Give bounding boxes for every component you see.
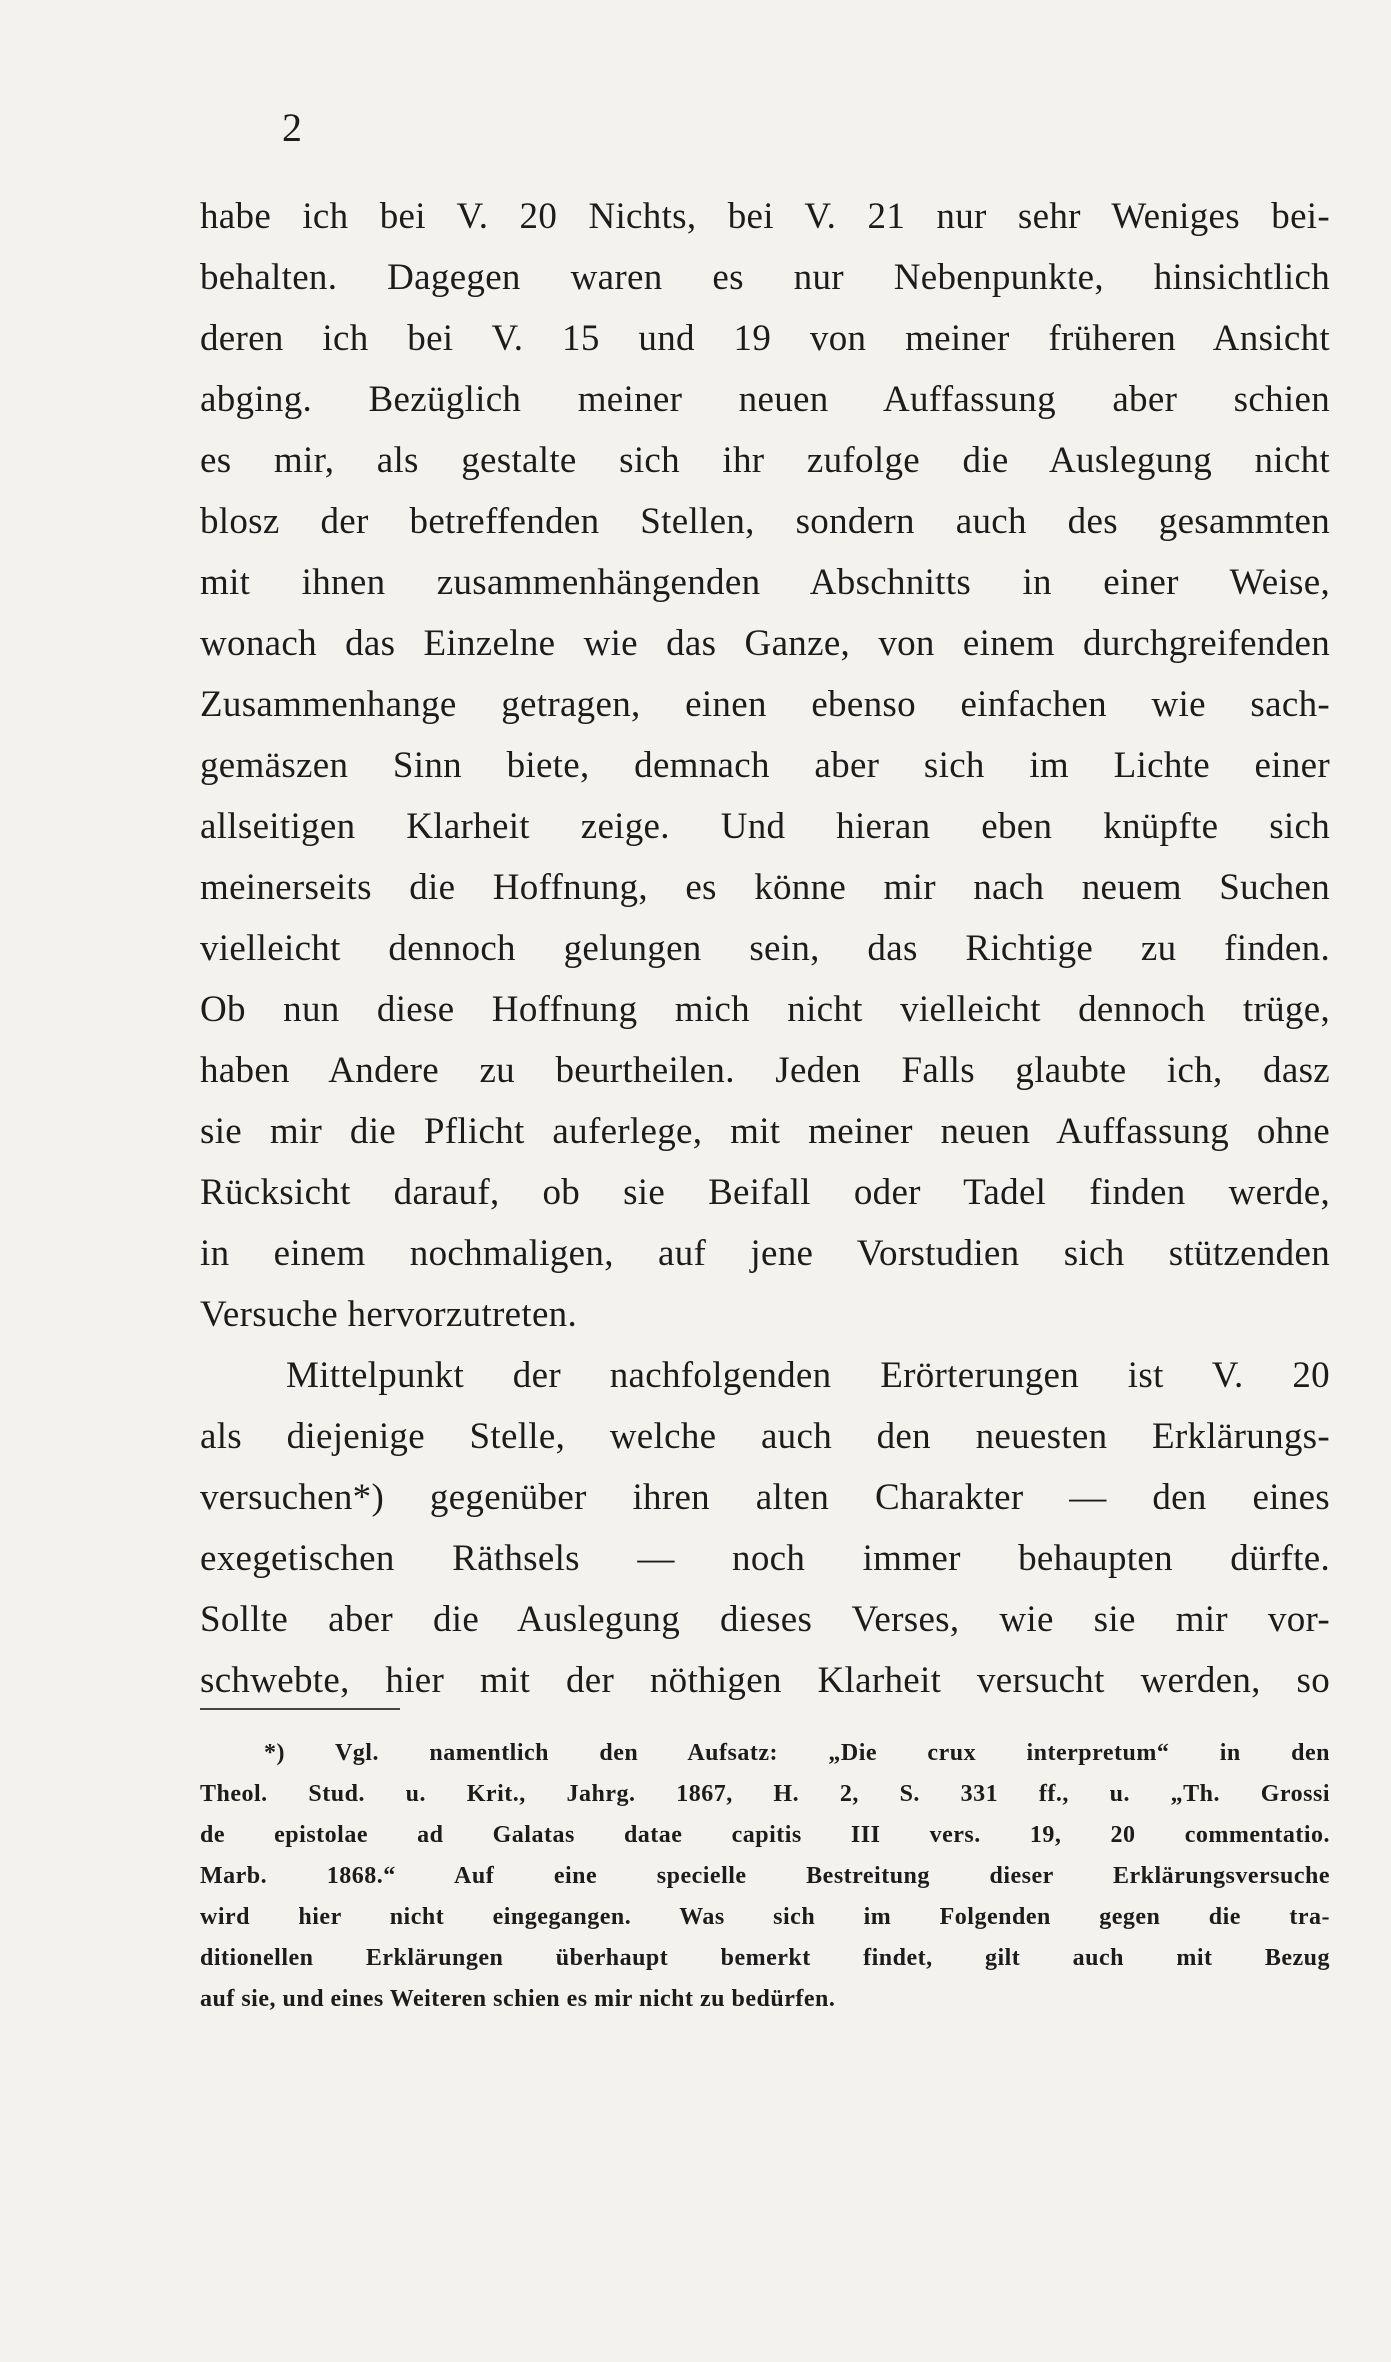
text-line: versuchen*) gegenüber ihren alten Charakter — den eines <box>200 1477 1330 1518</box>
footnote-line: ditionellen Erklärungen überhaupt bemerkt findet, gilt auch mit Bezug <box>200 1945 1330 1971</box>
text-line: allseitigen Klarheit zeige. Und hieran eben knüpfte sich <box>200 806 1330 847</box>
footnote-line: wird hier nicht eingegangen. Was sich im Folgenden gegen die tra- <box>200 1904 1330 1930</box>
text-line: Ob nun diese Hoffnung mich nicht vielleicht dennoch trüge, <box>200 989 1330 1030</box>
text-line: abging. Bezüglich meiner neuen Auffassung aber schien <box>200 379 1330 420</box>
text-line: meinerseits die Hoffnung, es könne mir nach neuem Suchen <box>200 867 1330 908</box>
text-line: in einem nochmaligen, auf jene Vorstudien sich stützenden <box>200 1233 1330 1274</box>
text-line: gemäszen Sinn biete, demnach aber sich im Lichte einer <box>200 745 1330 786</box>
footnote-line: de epistolae ad Galatas datae capitis III vers. 19, 20 commentatio. <box>200 1822 1330 1848</box>
footnote-line: *) Vgl. namentlich den Aufsatz: „Die crux interpretum“ in den <box>264 1740 1330 1766</box>
text-line: habe ich bei V. 20 Nichts, bei V. 21 nur sehr Weniges bei- <box>200 196 1330 237</box>
text-line: behalten. Dagegen waren es nur Nebenpunkte, hinsichtlich <box>200 257 1330 298</box>
text-line: mit ihnen zusammenhängenden Abschnitts in einer Weise, <box>200 562 1330 603</box>
text-line: blosz der betreffenden Stellen, sondern auch des gesammten <box>200 501 1330 542</box>
text-line: Mittelpunkt der nachfolgenden Erörterungen ist V. 20 <box>286 1355 1330 1396</box>
page-number: 2 <box>282 105 302 150</box>
text-line: exegetischen Räthsels — noch immer behaupten dürfte. <box>200 1538 1330 1579</box>
footnote <box>200 1733 1330 2020</box>
text-line: schwebte, hier mit der nöthigen Klarheit versucht werden, so <box>200 1660 1330 1701</box>
text-line: es mir, als gestalte sich ihr zufolge die Auslegung nicht <box>200 440 1330 481</box>
text-line: Rücksicht darauf, ob sie Beifall oder Tadel finden werde, <box>200 1172 1330 1213</box>
text-line: haben Andere zu beurtheilen. Jeden Falls glaubte ich, dasz <box>200 1050 1330 1091</box>
footnote-line: auf sie, und eines Weiteren schien es mir nicht zu bedürfen. <box>200 1986 836 2012</box>
text-line: vielleicht dennoch gelungen sein, das Richtige zu finden. <box>200 928 1330 969</box>
text-line: wonach das Einzelne wie das Ganze, von einem durchgreifenden <box>200 623 1330 664</box>
footnote-line: Theol. Stud. u. Krit., Jahrg. 1867, H. 2, S. 331 ff., u. „Th. Grossi <box>200 1781 1330 1807</box>
text-line: als diejenige Stelle, welche auch den neuesten Erklärungs- <box>200 1416 1330 1457</box>
text-line: Zusammenhange getragen, einen ebenso einfachen wie sach- <box>200 684 1330 725</box>
footnote-divider <box>200 1708 400 1710</box>
footnote-line: Marb. 1868.“ Auf eine specielle Bestreitung dieser Erklärungsversuche <box>200 1863 1330 1889</box>
text-line: Sollte aber die Auslegung dieses Verses, wie sie mir vor- <box>200 1599 1330 1640</box>
text-line: Versuche hervorzutreten. <box>200 1294 578 1335</box>
text-line: sie mir die Pflicht auferlege, mit meiner neuen Auffassung ohne <box>200 1111 1330 1152</box>
text-line: deren ich bei V. 15 und 19 von meiner früheren Ansicht <box>200 318 1330 359</box>
body-text <box>200 186 1330 1711</box>
